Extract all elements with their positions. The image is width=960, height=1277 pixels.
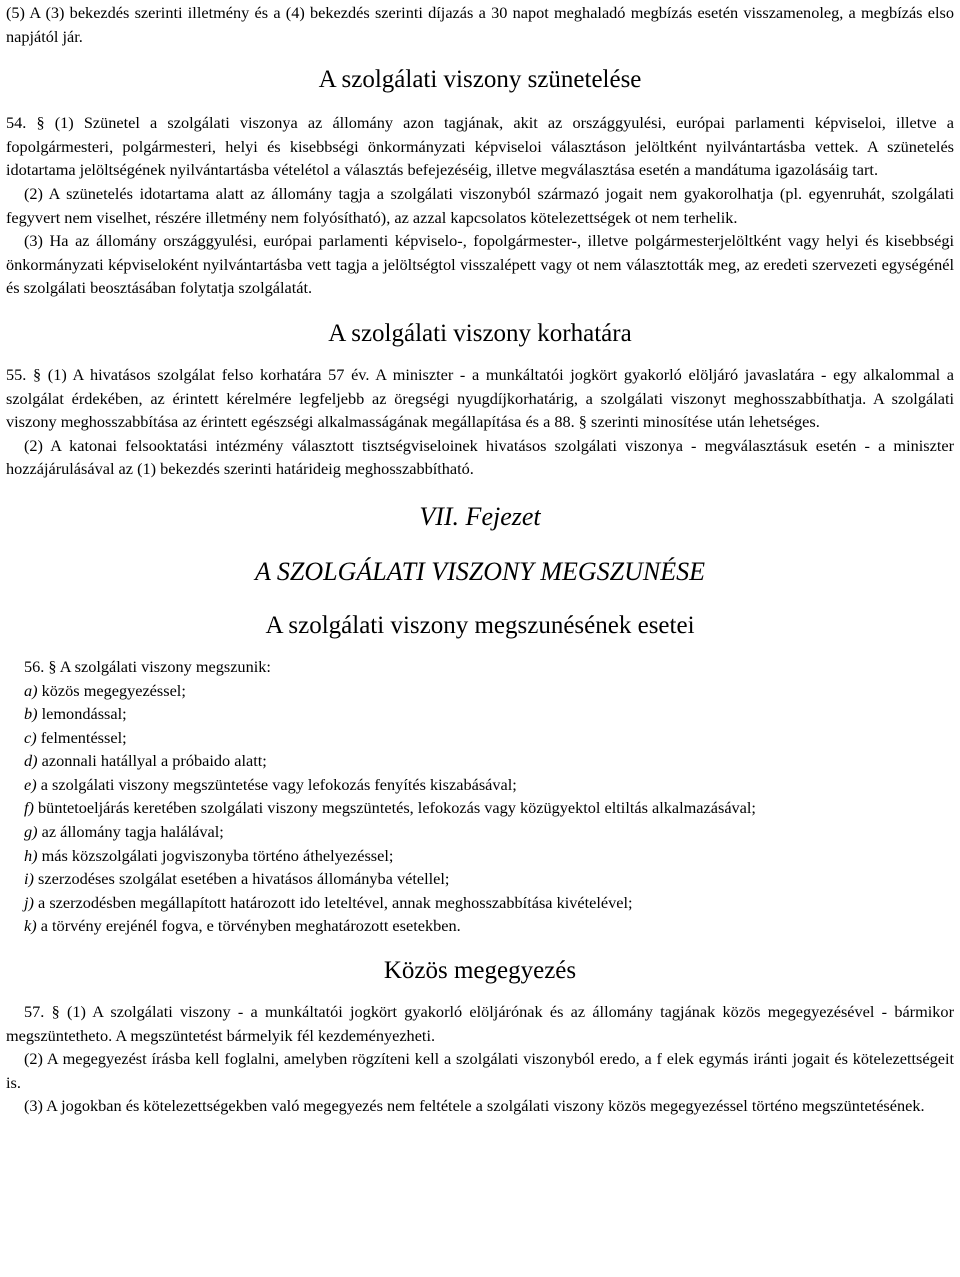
section-54-number: 54. § <box>6 113 45 133</box>
list-item <box>6 914 954 938</box>
section-56-number: 56. § <box>24 656 57 676</box>
document-page <box>6 0 954 1277</box>
list-item <box>6 679 954 703</box>
list-item <box>6 796 954 820</box>
list-item-text: a szerzodésben megállapított határozott ido leteltével, annak meghosszabbítása kivételével; <box>38 892 633 912</box>
list-item-letter: j) <box>24 892 34 912</box>
list-item <box>6 749 954 773</box>
list-item <box>6 891 954 915</box>
list-item-text: a szolgálati viszony megszüntetése vagy lefokozás fenyítés kiszabásával; <box>40 774 517 794</box>
list-item-text: azonnali hatállyal a próbaido alatt; <box>41 751 267 771</box>
section-57-p3: (3) A jogokban és kötelezettségekben való megegyezés nem feltétele a szolgálati viszony közös megegyezéssel történo megszüntetésének. <box>24 1096 925 1116</box>
section-54-p1 <box>6 111 954 182</box>
list-item <box>6 726 954 750</box>
list-item-letter: h) <box>24 845 38 865</box>
list-item-text: az állomány tagja halálával; <box>41 822 224 842</box>
list-item-text: büntetoeljárás keretében szolgálati viszony megszüntetés, lefokozás vagy közügyektol eltiltás alkalmazásával; <box>38 798 756 818</box>
list-item-text: más közszolgálati jogviszonyba történo áthelyezéssel; <box>41 845 394 865</box>
list-item-letter: f) <box>24 798 34 818</box>
list-item-text: a törvény erejénél fogva, e törvényben meghatározott esetekben. <box>40 916 461 936</box>
list-item-letter: a) <box>24 680 38 700</box>
list-item <box>6 773 954 797</box>
section-55-p2: (2) A katonai felsooktatási intézmény választott tisztségviseloinek hivatásos szolgálati viszonya - megválasztásuk esetén - a miniszter hozzájárulásával az (1) bekezdés szerinti határideig meghosszabbítható. <box>6 435 954 479</box>
section-55-number: 55. § <box>6 364 42 384</box>
section-56-list <box>6 679 954 939</box>
section-57-number: 57. § <box>24 1002 60 1022</box>
list-item <box>6 844 954 868</box>
list-item <box>6 820 954 844</box>
section-56-intro-text: A szolgálati viszony megszunik: <box>59 656 271 676</box>
section-57-p1 <box>6 1000 954 1047</box>
chapter-number: VII. Fejezet <box>419 501 541 531</box>
section-57-p1-text: (1) A szolgálati viszony - a munkáltatói jogkört gyakorló elöljárónak és az állomány tagjának közös megegyezésével - bármikor megszüntetheto. A megszüntetést bármelyik fél kezdeményezheti. <box>6 1002 954 1045</box>
chapter-title: A SZOLGÁLATI VISZONY MEGSZUNÉSE <box>255 556 705 586</box>
section-55-p1-text: (1) A hivatásos szolgálat felso korhatára 57 év. A miniszter - a munkáltatói jogkört gyakorló elöljáró javaslatára - egy alkalommal a szolgálat érdekében, az érintett kérelmére legfeljebb az öregségi nyugdíjkorhatárig, a szolgálati viszonyt meghosszabbíthatja. A szolgálati viszony meghosszabbítása az érintett egészségi alkalmasságának megállapítása és a 88. § szerinti minosítése után lehetséges. <box>6 364 954 432</box>
section-55-p1 <box>6 363 954 434</box>
list-item-text: felmentéssel; <box>40 727 127 747</box>
list-item-letter: e) <box>24 774 37 794</box>
heading-szunetelese: A szolgálati viszony szünetelése <box>318 66 642 94</box>
section-54-p2: (2) A szünetelés idotartama alatt az állomány tagja a szolgálati viszonyból származó jogait nem gyakorolhatja (pl. egyenruhát, szolgálati fegyvert nem viselhet, részére illetmény nem folyósítható), az azzal kapcsolatos kötelezettségek ot nem terhelik. <box>6 183 954 227</box>
paragraph-5: (5) A (3) bekezdés szerinti illetmény és a (4) bekezdés szerinti díjazás a 30 napot meghaladó megbízás esetén visszamenoleg, a megbízás elso napjától jár. <box>6 3 954 46</box>
list-item-letter: k) <box>24 916 37 936</box>
list-item-letter: c) <box>24 727 37 747</box>
section-56-intro <box>6 655 954 679</box>
list-item-text: szerzodéses szolgálat esetében a hivatásos állományba vétellel; <box>38 869 450 889</box>
list-item-letter: i) <box>24 869 34 889</box>
section-54-p3: (3) Ha az állomány országgyulési, európai parlamenti képviselo-, fopolgármester-, illetve polgármesterjelöltként vagy helyi és kisebbségi önkormányzati képviseloként nyilvántartásba vett tagja a jelöltségtol visszalépett vagy ot nem választották meg, az eredeti szervezeti egységénél és szolgálati beosztásában folytatja szolgálatát. <box>6 231 954 298</box>
list-item-letter: d) <box>24 751 38 771</box>
list-item-letter: g) <box>24 822 38 842</box>
heading-kozos: Közös megegyezés <box>383 957 577 985</box>
list-item-text: lemondással; <box>41 704 127 724</box>
section-57-p2: (2) A megegyezést írásba kell foglalni, amelyben rögzíteni kell a szolgálati viszonyból eredo, a f elek egymás iránti jogait és kötelezettségeit is. <box>6 1049 954 1092</box>
heading-esetei: A szolgálati viszony megszunésének esetei <box>265 611 695 639</box>
section-54-p1b: A szünetelés idotartama jelöltségének nyilvántartásba vételétol a választás befejezéséig, illetve megválasztása esetén a mandátuma igazolásáig tart. <box>6 136 955 180</box>
list-item <box>6 867 954 891</box>
section-54-p1a: (1) Szünetel a szolgálati viszonya az állomány azon tagjának, akit az országgyulési, európai parlamenti képviseloi, illetve a fopolgármesteri, polgármesteri, helyi és kisebbségi önkormányzati képviseloi választáson jelöltként nyilvántartásba vettek. <box>6 113 954 156</box>
list-item <box>6 702 954 726</box>
list-item-letter: b) <box>24 704 38 724</box>
list-item-text: közös megegyezéssel; <box>41 680 186 700</box>
heading-korhatara: A szolgálati viszony korhatára <box>328 319 632 347</box>
